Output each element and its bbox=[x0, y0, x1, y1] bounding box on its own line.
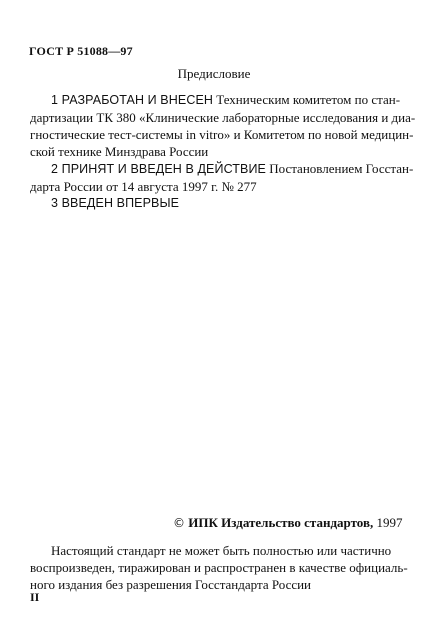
foreword-item-2-lead: 2 ПРИНЯТ И ВВЕДЕН В ДЕЙСТВИЕ bbox=[51, 162, 266, 176]
notice-line-2: воспроизведен, тиражирован и распространен в качестве официаль- bbox=[30, 560, 408, 575]
reproduction-notice bbox=[30, 542, 408, 593]
copyright-symbol: © bbox=[173, 516, 185, 530]
copyright-year: 1997 bbox=[376, 515, 403, 530]
foreword-item-2-text-1: Постановлением Госстан- bbox=[265, 161, 414, 176]
foreword-item-3 bbox=[30, 194, 400, 212]
notice-line-1: Настоящий стандарт не может быть полностью или частично bbox=[51, 543, 392, 558]
foreword-title: Предисловие bbox=[177, 66, 251, 81]
foreword-item-2-line-2: дарта России от 14 августа 1997 г. № 277 bbox=[30, 179, 257, 194]
standard-id-header: ГОСТ Р 51088—97 bbox=[29, 44, 133, 58]
foreword-item-1-line-4: ской технике Минздрава России bbox=[30, 144, 209, 159]
foreword-item-1 bbox=[30, 91, 416, 160]
foreword-item-1-lead: 1 РАЗРАБОТАН И ВНЕСЕН bbox=[51, 93, 214, 107]
copyright-publisher: ИПК Издательство стандартов, bbox=[188, 515, 374, 530]
foreword-item-1-line-2: дартизации ТК 380 «Клинические лабораторные исследования и диа- bbox=[30, 110, 416, 125]
foreword-item-1-line-1 bbox=[30, 91, 400, 109]
foreword-item-2-line-1 bbox=[30, 160, 414, 178]
foreword-item-2 bbox=[30, 160, 414, 195]
page-number: II bbox=[30, 590, 40, 604]
foreword-item-3-line-1 bbox=[30, 194, 400, 212]
foreword-item-1-text-1: Техническим комитетом по стан- bbox=[213, 92, 401, 107]
foreword-item-3-lead: 3 ВВЕДЕН ВПЕРВЫЕ bbox=[51, 196, 180, 210]
copyright-line bbox=[173, 515, 403, 531]
notice-line-3: ного издания без разрешения Госстандарта России bbox=[30, 577, 312, 592]
foreword-item-1-line-3: гностические тест-системы in vitro» и Комитетом по новой медицин- bbox=[30, 127, 414, 142]
